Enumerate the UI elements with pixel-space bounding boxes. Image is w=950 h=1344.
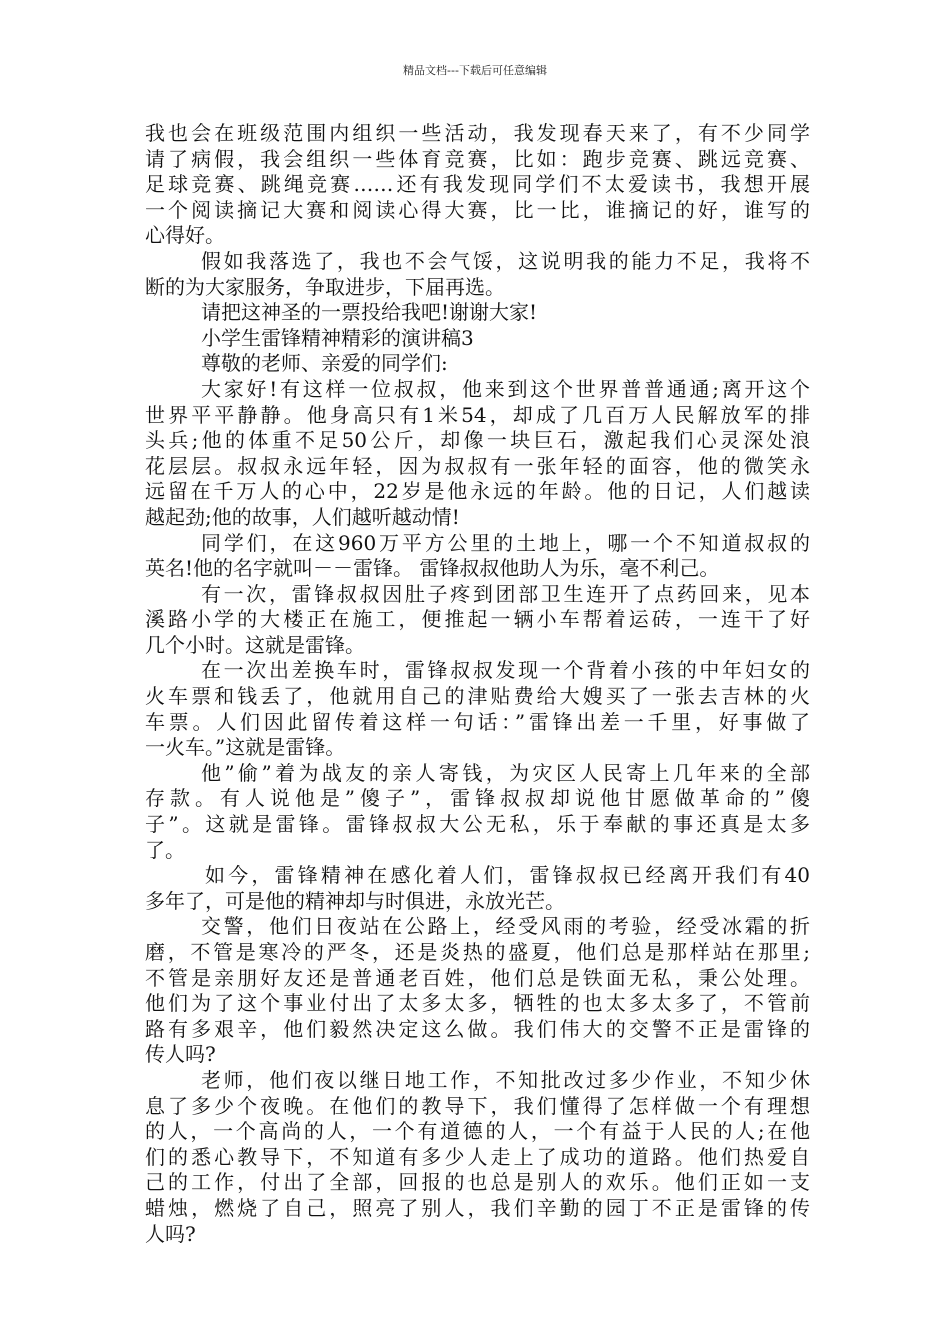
text-line: 存款。有人说他是”傻子”，雷锋叔叔却说他甘愿做革命的”傻 [145, 786, 810, 811]
text-line: 他们为了这个事业付出了太多太多，牺牲的也太多太多了，不管前 [145, 991, 810, 1016]
text-line: 蜡烛，燃烧了自己，照亮了别人，我们辛勤的园丁不正是雷锋的传 [145, 1195, 810, 1220]
text-line: 同学们，在这960万平方公里的土地上，哪一个不知道叔叔的 [201, 530, 810, 555]
text-line: 了。 [145, 837, 185, 862]
text-line: 远留在千万人的心中，22岁是他永远的年龄。他的日记，人们越读 [145, 479, 810, 504]
text-line: 一个阅读摘记大赛和阅读心得大赛，比一比，谁摘记的好，谁写的 [145, 197, 810, 222]
text-line: 他”偷”着为战友的亲人寄钱，为灾区人民寄上几年来的全部 [201, 760, 810, 785]
text-line: 小学生雷锋精神精彩的演讲稿3 [201, 325, 474, 350]
page-header: 精品文档---下载后可任意编辑 [403, 64, 547, 77]
text-line: 息了多少个夜晚。在他们的教导下，我们懂得了怎样做一个有理想 [145, 1093, 810, 1118]
text-line: 不管是亲朋好友还是普通老百姓，他们总是铁面无私，秉公处理。 [145, 965, 810, 990]
text-line: 己的工作，付出了全部，回报的也总是别人的欢乐。他们正如一支 [145, 1170, 810, 1195]
text-line: 头兵;他的体重不足50公斤，却像一块巨石，激起我们心灵深处浪 [145, 428, 810, 453]
text-line: 假如我落选了，我也不会气馁，这说明我的能力不足，我将不 [201, 248, 810, 273]
text-line: 英名!他的名字就叫－－雷锋。 雷锋叔叔他助人为乐，毫不利己。 [145, 556, 720, 581]
text-line: 在一次出差换车时，雷锋叔叔发现一个背着小孩的中年妇女的 [201, 658, 810, 683]
text-line: 尊敬的老师、亲爱的同学们: [201, 351, 448, 376]
text-line: 越起劲;他的故事，人们越听越动情! [145, 504, 460, 529]
text-line: 磨，不管是寒冷的严冬，还是炎热的盛夏，他们总是那样站在那里; [145, 940, 810, 964]
text-line: 路有多艰辛，他们毅然决定这么做。我们伟大的交警不正是雷锋的 [145, 1016, 810, 1041]
text-line: 火车票和钱丢了，他就用自己的津贴费给大嫂买了一张去吉林的火 [145, 684, 810, 709]
text-line: 如今，雷锋精神在感化着人们，雷锋叔叔已经离开我们有40 [205, 863, 810, 888]
text-line: 几个小时。这就是雷锋。 [145, 632, 365, 657]
text-line: 断的为大家服务，争取进步，下届再选。 [145, 274, 505, 299]
text-line: 一火车。”这就是雷锋。 [145, 735, 346, 760]
text-line: 大家好!有这样一位叔叔，他来到这个世界普普通通;离开这个 [201, 376, 810, 401]
text-line: 有一次，雷锋叔叔因肚子疼到团部卫生连开了点药回来，见本 [201, 581, 810, 606]
text-line: 溪路小学的大楼正在施工，便推起一辆小车帮着运砖，一连干了好 [145, 607, 810, 632]
text-line: 人吗? [145, 1221, 196, 1246]
text-line: 传人吗? [145, 1042, 216, 1067]
text-line: 花层层。叔叔永远年轻，因为叔叔有一张年轻的面容，他的微笑永 [145, 453, 810, 478]
text-line: 我也会在班级范围内组织一些活动，我发现春天来了，有不少同学 [145, 121, 810, 145]
text-line: 们的悉心教导下，不知道有多少人走上了成功的道路。他们热爱自 [145, 1144, 810, 1169]
text-line: 世界平平静静。他身高只有1米54，却成了几百万人民解放军的排 [145, 402, 810, 427]
text-line: 足球竞赛、跳绳竞赛……还有我发现同学们不太爱读书，我想开展 [145, 172, 810, 197]
text-line: 请了病假，我会组织一些体育竞赛，比如：跑步竞赛、跳远竞赛、 [145, 146, 810, 171]
text-line: 老师，他们夜以继日地工作，不知批改过多少作业，不知少休 [201, 1067, 810, 1092]
text-line: 心得好。 [145, 223, 225, 248]
text-line: 交警，他们日夜站在公路上，经受风雨的考验，经受冰霜的折 [201, 914, 810, 939]
text-line: 多年了，可是他的精神却与时俱进，永放光芒。 [145, 888, 565, 913]
text-line: 请把这神圣的一票投给我吧!谢谢大家! [201, 300, 538, 325]
text-line: 车票。人们因此留传着这样一句话：”雷锋出差一千里，好事做了 [145, 709, 810, 734]
document-body [145, 121, 810, 1247]
text-line: 子”。这就是雷锋。雷锋叔叔大公无私，乐于奉献的事还真是太多 [145, 812, 810, 837]
text-line: 的人，一个高尚的人，一个有道德的人，一个有益于人民的人;在他 [145, 1119, 810, 1144]
